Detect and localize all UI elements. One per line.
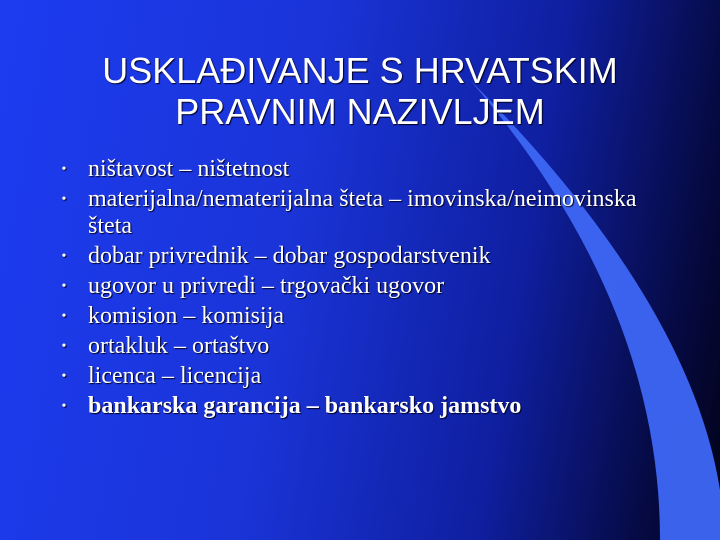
list-item-text: materijalna/nematerijalna šteta – imovinska/neimovinska šteta <box>88 186 637 239</box>
bullet-icon: • <box>61 249 67 264</box>
list-item <box>58 156 678 183</box>
title-line-2: PRAVNIM NAZIVLJEM <box>175 91 545 132</box>
bullet-list <box>58 156 678 423</box>
list-item <box>58 333 678 360</box>
list-item-text: licenca – licencija <box>88 363 262 389</box>
title-line-1: USKLAĐIVANJE S HRVATSKIM <box>102 50 618 91</box>
list-item-text: dobar privrednik – dobar gospodarstvenik <box>88 243 491 269</box>
list-item-text: ugovor u privredi – trgovački ugovor <box>88 273 445 299</box>
list-item-text: ništavost – ništetnost <box>88 156 290 182</box>
bullet-icon: • <box>61 399 67 414</box>
slide-title <box>0 50 720 132</box>
list-item <box>58 303 678 330</box>
bullet-icon: • <box>61 192 67 207</box>
list-item-text: komision – komisija <box>88 303 285 329</box>
bullet-icon: • <box>61 279 67 294</box>
list-item-text: ortakluk – ortaštvo <box>88 333 270 359</box>
bullet-icon: • <box>61 309 67 324</box>
bullet-icon: • <box>61 369 67 384</box>
bullet-icon: • <box>61 339 67 354</box>
bullet-icon: • <box>61 162 67 177</box>
list-item <box>58 363 678 390</box>
list-item <box>58 393 678 420</box>
list-item-text: bankarska garancija – bankarsko jamstvo <box>88 393 522 419</box>
list-item <box>58 243 678 270</box>
list-item <box>58 273 678 300</box>
list-item <box>58 186 678 240</box>
